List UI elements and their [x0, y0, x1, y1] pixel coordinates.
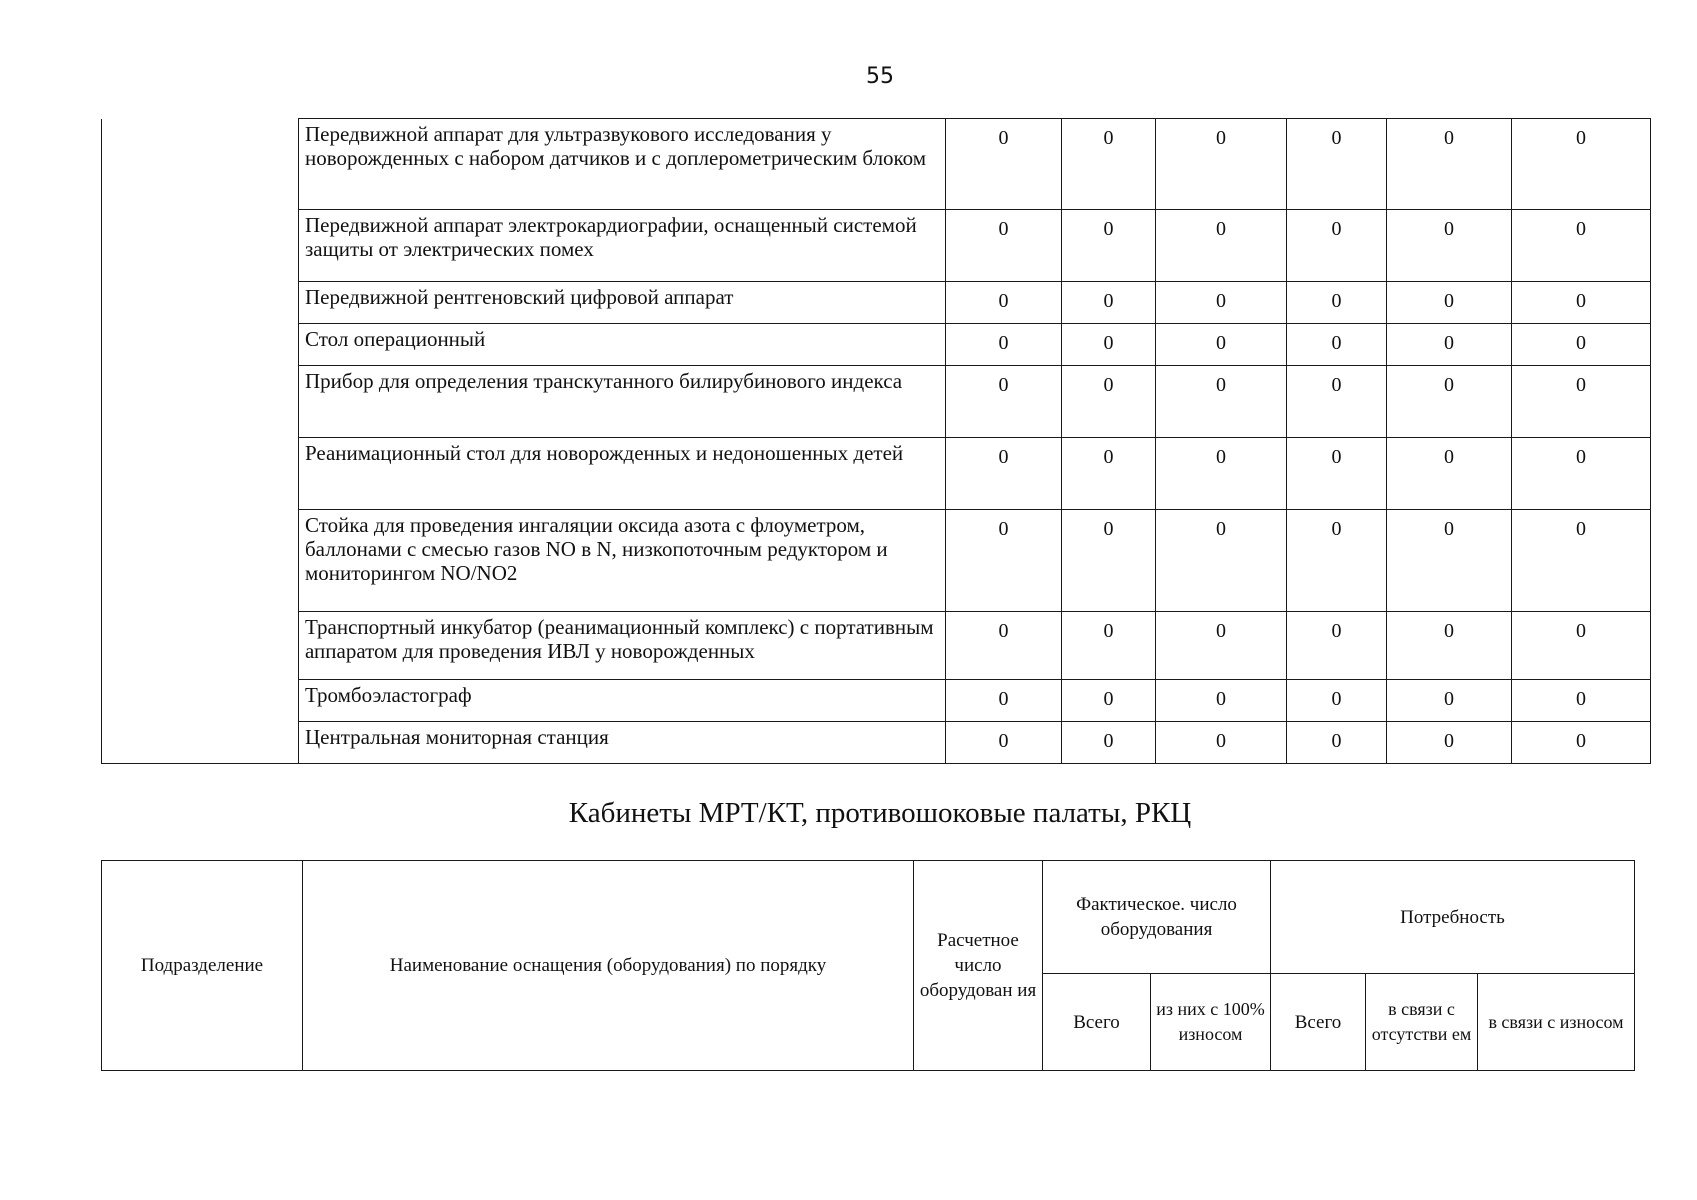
value-cell: 0: [1062, 612, 1156, 680]
value-cell: 0: [1387, 366, 1512, 438]
header-calculated-count: Расчетное число оборудован ия: [914, 861, 1043, 1071]
table-row: [102, 366, 1651, 438]
value-cell: 0: [946, 282, 1062, 324]
value-cell: 0: [1156, 438, 1287, 510]
table-row: [102, 722, 1651, 764]
value-cell: 0: [1512, 680, 1651, 722]
equipment-name-cell: Передвижной рентгеновский цифровой аппарат: [299, 282, 946, 324]
value-cell: 0: [1062, 722, 1156, 764]
value-cell: 0: [946, 612, 1062, 680]
equipment-name-cell: Передвижной аппарат для ультразвукового исследования у новорожденных с набором датчиков и с доплерометрическим блоком: [299, 119, 946, 210]
value-cell: 0: [1512, 438, 1651, 510]
table-row: [102, 612, 1651, 680]
equipment-name-cell: Центральная мониторная станция: [299, 722, 946, 764]
header-actual-worn: из них с 100% износом: [1151, 974, 1271, 1071]
value-cell: 0: [1512, 210, 1651, 282]
value-cell: 0: [1156, 612, 1287, 680]
header-need-absence: в связи с отсутстви ем: [1366, 974, 1478, 1071]
value-cell: 0: [1387, 438, 1512, 510]
value-cell: 0: [1287, 612, 1387, 680]
value-cell: 0: [946, 680, 1062, 722]
header-need-total: Всего: [1271, 974, 1366, 1071]
value-cell: 0: [946, 722, 1062, 764]
value-cell: 0: [1387, 282, 1512, 324]
header-need-wear: в связи с износом: [1478, 974, 1635, 1071]
equipment-name-cell: Тромбоэластограф: [299, 680, 946, 722]
table-row: [102, 680, 1651, 722]
value-cell: 0: [946, 210, 1062, 282]
value-cell: 0: [1062, 324, 1156, 366]
value-cell: 0: [1156, 282, 1287, 324]
value-cell: 0: [1387, 210, 1512, 282]
value-cell: 0: [1287, 366, 1387, 438]
equipment-table-body: [102, 119, 1651, 764]
mri-ct-header-table: [101, 860, 1635, 1071]
value-cell: 0: [1287, 680, 1387, 722]
value-cell: 0: [1387, 612, 1512, 680]
value-cell: 0: [946, 119, 1062, 210]
value-cell: 0: [1387, 510, 1512, 612]
equipment-name-cell: Стойка для проведения ингаляции оксида азота с флоуметром, баллонами с смесью газов NO в N, низкопоточным редуктором и мониторингом NO/NO2: [299, 510, 946, 612]
value-cell: 0: [1287, 210, 1387, 282]
value-cell: 0: [946, 324, 1062, 366]
header-row-top: [102, 861, 1635, 974]
value-cell: 0: [1156, 210, 1287, 282]
equipment-name-cell: Реанимационный стол для новорожденных и недоношенных детей: [299, 438, 946, 510]
value-cell: 0: [1062, 366, 1156, 438]
equipment-table: [101, 118, 1651, 764]
value-cell: 0: [946, 438, 1062, 510]
value-cell: 0: [1287, 324, 1387, 366]
equipment-name-cell: Транспортный инкубатор (реанимационный комплекс) с портативным аппаратом для проведения ИВЛ у новорожденных: [299, 612, 946, 680]
section-title: Кабинеты МРТ/КТ, противошоковые палаты, РКЦ: [568, 797, 1192, 829]
value-cell: 0: [946, 510, 1062, 612]
value-cell: 0: [1512, 119, 1651, 210]
header-actual-total: Всего: [1043, 974, 1151, 1071]
value-cell: 0: [1387, 324, 1512, 366]
value-cell: 0: [1387, 119, 1512, 210]
value-cell: 0: [1512, 366, 1651, 438]
value-cell: 0: [1156, 722, 1287, 764]
header-department: Подразделение: [102, 861, 303, 1071]
table-row: [102, 282, 1651, 324]
table-row: [102, 119, 1651, 210]
table-row: [102, 438, 1651, 510]
header-need: Потребность: [1271, 861, 1635, 974]
department-cell: [102, 119, 299, 764]
value-cell: 0: [1062, 510, 1156, 612]
value-cell: 0: [1062, 119, 1156, 210]
value-cell: 0: [1156, 324, 1287, 366]
equipment-name-cell: Прибор для определения транскутанного билирубинового индекса: [299, 366, 946, 438]
value-cell: 0: [1287, 510, 1387, 612]
value-cell: 0: [1512, 510, 1651, 612]
value-cell: 0: [1287, 722, 1387, 764]
page-number: 55: [866, 64, 894, 89]
value-cell: 0: [1062, 210, 1156, 282]
value-cell: 0: [1062, 438, 1156, 510]
value-cell: 0: [1512, 612, 1651, 680]
table-row: [102, 210, 1651, 282]
value-cell: 0: [1287, 119, 1387, 210]
value-cell: 0: [1156, 366, 1287, 438]
header-actual-count: Фактическое. число оборудования: [1043, 861, 1271, 974]
value-cell: 0: [1512, 722, 1651, 764]
value-cell: 0: [1512, 324, 1651, 366]
value-cell: 0: [1062, 680, 1156, 722]
header-equipment-name: Наименование оснащения (оборудования) по порядку: [303, 861, 914, 1071]
value-cell: 0: [1512, 282, 1651, 324]
value-cell: 0: [1287, 438, 1387, 510]
value-cell: 0: [946, 366, 1062, 438]
value-cell: 0: [1387, 722, 1512, 764]
value-cell: 0: [1062, 282, 1156, 324]
value-cell: 0: [1156, 680, 1287, 722]
value-cell: 0: [1156, 510, 1287, 612]
table-row: [102, 324, 1651, 366]
value-cell: 0: [1387, 680, 1512, 722]
table-row: [102, 510, 1651, 612]
equipment-name-cell: Стол операционный: [299, 324, 946, 366]
value-cell: 0: [1287, 282, 1387, 324]
value-cell: 0: [1156, 119, 1287, 210]
equipment-name-cell: Передвижной аппарат электрокардиографии, оснащенный системой защиты от электрических помех: [299, 210, 946, 282]
